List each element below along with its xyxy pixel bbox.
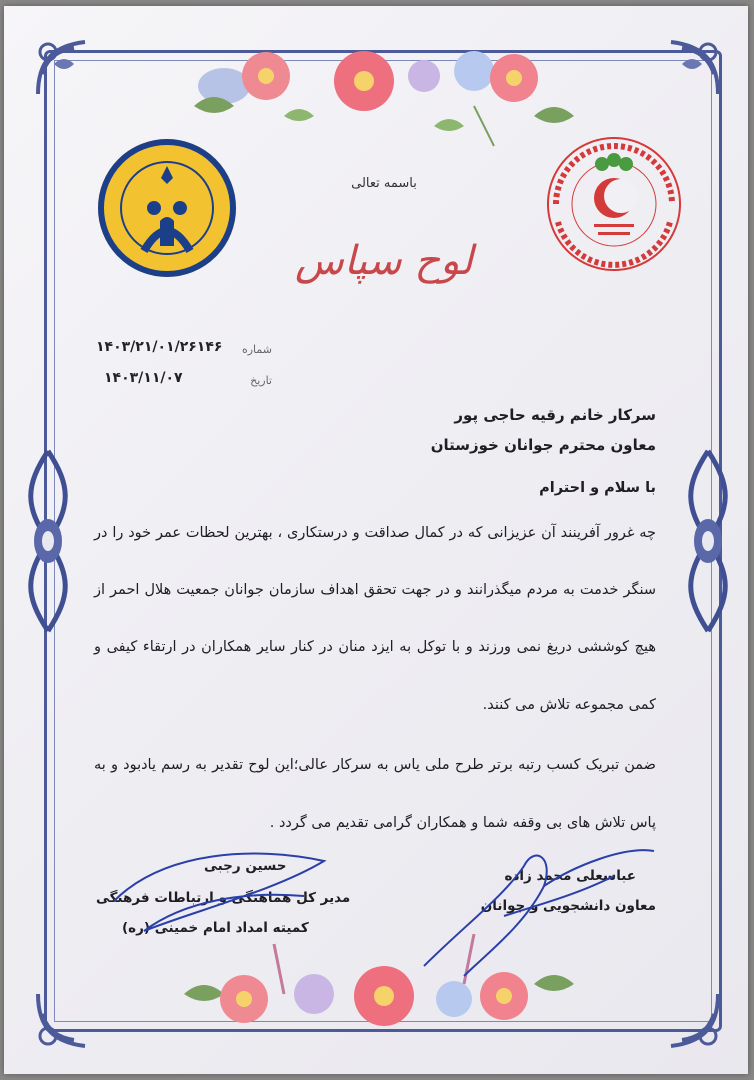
certificate-paper	[4, 6, 748, 1074]
side-ornament-right	[680, 446, 736, 636]
body-line: سنگر خدمت به مردم میگذرانند و در جهت تحقق اهداف سازمان جوانان جمعیت هلال احمر از	[94, 582, 656, 598]
greeting: با سلام و احترام	[539, 480, 656, 496]
corner-ornament-top-left	[30, 34, 100, 104]
number-label: شماره	[241, 343, 272, 356]
date-value: ۱۴۰۳/۱۱/۰۷	[104, 370, 183, 386]
left-signer-role: مدیر کل هماهنگی و ارتباطات فرهنگی	[96, 890, 351, 906]
corner-ornament-bottom-left	[30, 984, 100, 1054]
corner-ornament-top-right	[656, 34, 726, 104]
certificate-title: لوح سپاس	[295, 238, 473, 284]
red-crescent-youth-logo	[544, 134, 684, 274]
left-signature-scribble	[104, 841, 344, 951]
invocation-text: باسمه تعالی	[351, 176, 417, 191]
side-ornament-left	[20, 446, 76, 636]
body-line: چه غرور آفرینند آن عزیزانی که در کمال صداقت و درستکاری ، بهترین لحظات عمر خود را در	[94, 525, 656, 541]
addressee-name: سرکار خانم رقیه حاجی پور	[454, 406, 656, 424]
right-signer-name: عباسعلی محمد زاده	[504, 868, 636, 884]
left-signer-name: حسین رجبی	[204, 858, 287, 874]
body-line: پاس تلاش های بی وقفه شما و همکاران گرامی تقدیم می گردد .	[269, 815, 656, 831]
corner-ornament-bottom-right	[656, 984, 726, 1054]
body-line: ضمن تبریک کسب رتبه برتر طرح ملی یاس به سرکار عالی؛این لوح تقدیر به رسم یادبود و به	[94, 757, 656, 773]
committee-logo	[96, 136, 238, 280]
body-line: هیچ کوششی دریغ نمی ورزند و با توکل به ایزد منان در کنار سایر همکاران در ارتقاء کیفی و	[94, 639, 656, 655]
left-signer-org: کمیته امداد امام خمینی (ره)	[122, 920, 309, 936]
body-line: کمی مجموعه تلاش می کنند.	[482, 697, 656, 713]
date-label: تاریخ	[250, 374, 272, 387]
number-value: ۱۴۰۳/۲۱/۰۱/۲۶۱۴۶	[96, 339, 223, 355]
right-signer-role: معاون دانشجویی و جوانان	[480, 898, 656, 914]
addressee-title: معاون محترم جوانان خوزستان	[430, 436, 656, 454]
right-signature-scribble	[404, 836, 664, 986]
